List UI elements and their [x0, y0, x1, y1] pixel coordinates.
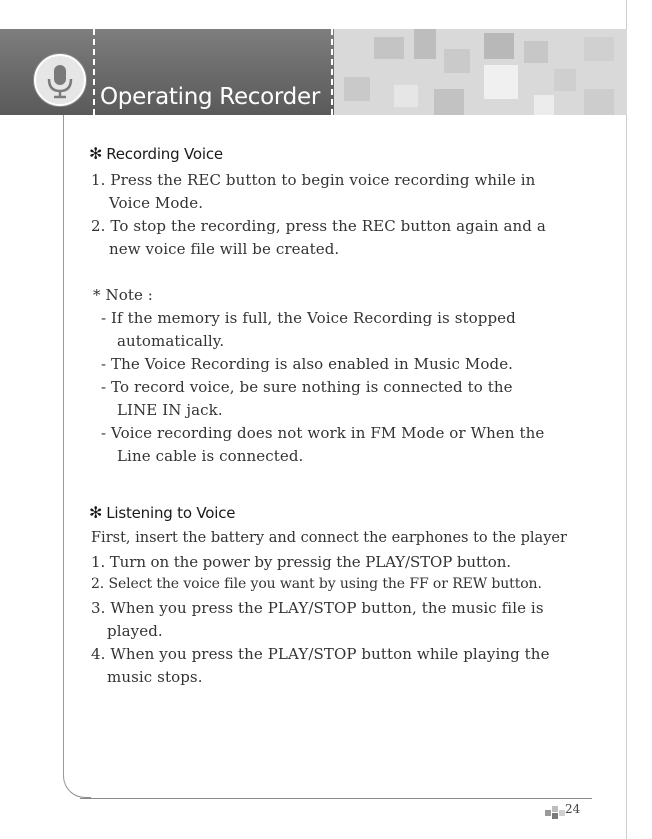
recording-step-1-cont: Voice Mode.	[109, 194, 204, 212]
listening-step-3: 3. When you press the PLAY/STOP button, the music file is	[91, 599, 544, 617]
listening-step-4-cont: music stops.	[107, 668, 203, 686]
note-item-3-cont: LINE IN jack.	[117, 401, 223, 419]
heading-label: Listening to Voice	[106, 504, 236, 522]
page-border-right	[626, 0, 627, 839]
note-item-4-cont: Line cable is connected.	[117, 447, 304, 465]
page-title: Operating Recorder	[100, 84, 320, 110]
note-item-2: - The Voice Recording is also enabled in Music Mode.	[101, 355, 514, 373]
listening-step-3-cont: played.	[107, 622, 163, 640]
listening-step-1: 1. Turn on the power by pressig the PLAY/STOP button.	[91, 553, 511, 571]
page-border-corner	[63, 770, 91, 798]
recording-step-1: 1. Press the REC button to begin voice recording while in	[91, 171, 536, 189]
header-dash-left	[93, 29, 95, 115]
recording-voice-heading	[89, 144, 223, 163]
microphone-icon	[34, 54, 86, 106]
recording-step-2: 2. To stop the recording, press the REC button again and a	[91, 217, 546, 235]
note-item-1-cont: automatically.	[117, 332, 225, 350]
asterisk-icon: ✻	[89, 144, 103, 163]
listening-intro: First, insert the battery and connect the earphones to the player	[91, 530, 567, 546]
page-number-ornament-icon	[545, 805, 567, 819]
page-number: 24	[565, 802, 581, 816]
listening-step-2: 2. Select the voice file you want by using the FF or REW button.	[91, 576, 542, 592]
header-dash-right	[331, 29, 333, 115]
recording-step-2-cont: new voice file will be created.	[109, 240, 340, 258]
note-item-1: - If the memory is full, the Voice Recording is stopped	[101, 309, 516, 327]
heading-label: Recording Voice	[106, 145, 223, 163]
asterisk-icon: ✻	[89, 503, 103, 522]
note-item-4: - Voice recording does not work in FM Mode or When the	[101, 424, 545, 442]
header-pixel-panel	[334, 29, 627, 115]
note-label: * Note :	[93, 286, 153, 304]
listening-voice-heading	[89, 503, 235, 522]
page-border-bottom	[80, 798, 592, 799]
listening-step-4: 4. When you press the PLAY/STOP button while playing the	[91, 645, 550, 663]
note-item-3: - To record voice, be sure nothing is connected to the	[101, 378, 513, 396]
section-header-banner	[0, 29, 627, 115]
page-border-left	[63, 114, 64, 778]
